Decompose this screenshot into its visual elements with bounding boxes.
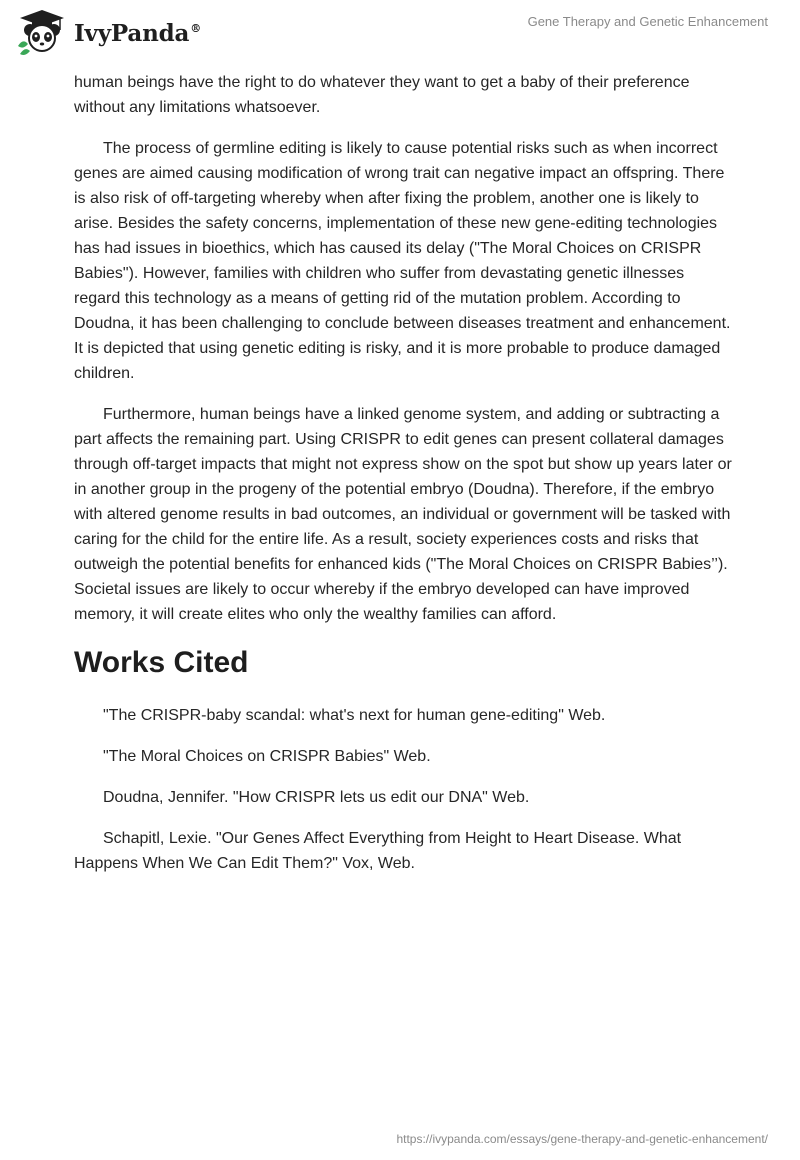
document-title: Gene Therapy and Genetic Enhancement: [527, 14, 768, 29]
citation-entry: "The Moral Choices on CRISPR Babies" Web.: [103, 748, 431, 765]
works-cited-heading: Works Cited: [74, 646, 249, 679]
body-paragraph: human beings have the right to do whatever they want to get a baby of their preference without any limitations whatsoever.: [74, 74, 690, 116]
brand-logo[interactable]: [14, 8, 201, 56]
registered-mark: ®: [190, 21, 201, 35]
body-paragraph: Furthermore, human beings have a linked genome system, and adding or subtracting a part affects the remaining part. Using CRISPR to edit genes can present collateral damages through off-target impacts that might not express show on the spot but show up years later or in another group in the progeny of the potential embryo (Doudna). Therefore, if the embryo with altered genome results in bad outcomes, an individual or government will be tasked with caring for the child for the entire life. As a result, society experiences costs and risks that outweigh the potential benefits for enhanced kids ("The Moral Choices on CRISPR Babies’’). Societal issues are likely to occur whereby if the embryo developed can have improved memory, it will create elites who only the wealthy families can afford.: [74, 406, 732, 623]
page-header: [0, 0, 800, 60]
panda-graduate-logo-icon: [14, 8, 70, 56]
body-paragraph: The process of germline editing is likely to cause potential risks such as when incorrect genes are aimed causing modification of wrong trait can negative impact an offspring. There is also risk of off-targeting whereby when after fixing the problem, another one is likely to arise. Besides the safety concerns, implementation of these new gene-editing technologies has had issues in bioethics, which has caused its delay ("The Moral Choices on CRISPR Babies"). However, families with children who suffer from devastating genetic illnesses regard this technology as a means of getting rid of the mutation problem. According to Doudna, it has been challenging to conclude between diseases treatment and enhancement. It is depicted that using genetic editing is risky, and it is more probable to produce damaged children.: [74, 140, 731, 382]
citation-entry: "The CRISPR-baby scandal: what's next for human gene-editing" Web.: [103, 707, 606, 724]
essay-content: [74, 70, 734, 892]
brand-name: IvyPanda®: [74, 19, 201, 47]
citation-entry: Schapitl, Lexie. "Our Genes Affect Everything from Height to Heart Disease. What Happens When We Can Edit Them?" Vox, Web.: [74, 830, 682, 872]
citation-entry: Doudna, Jennifer. "How CRISPR lets us edit our DNA" Web.: [103, 789, 530, 806]
source-url-link[interactable]: https://ivypanda.com/essays/gene-therapy-and-genetic-enhancement/: [396, 1132, 768, 1146]
